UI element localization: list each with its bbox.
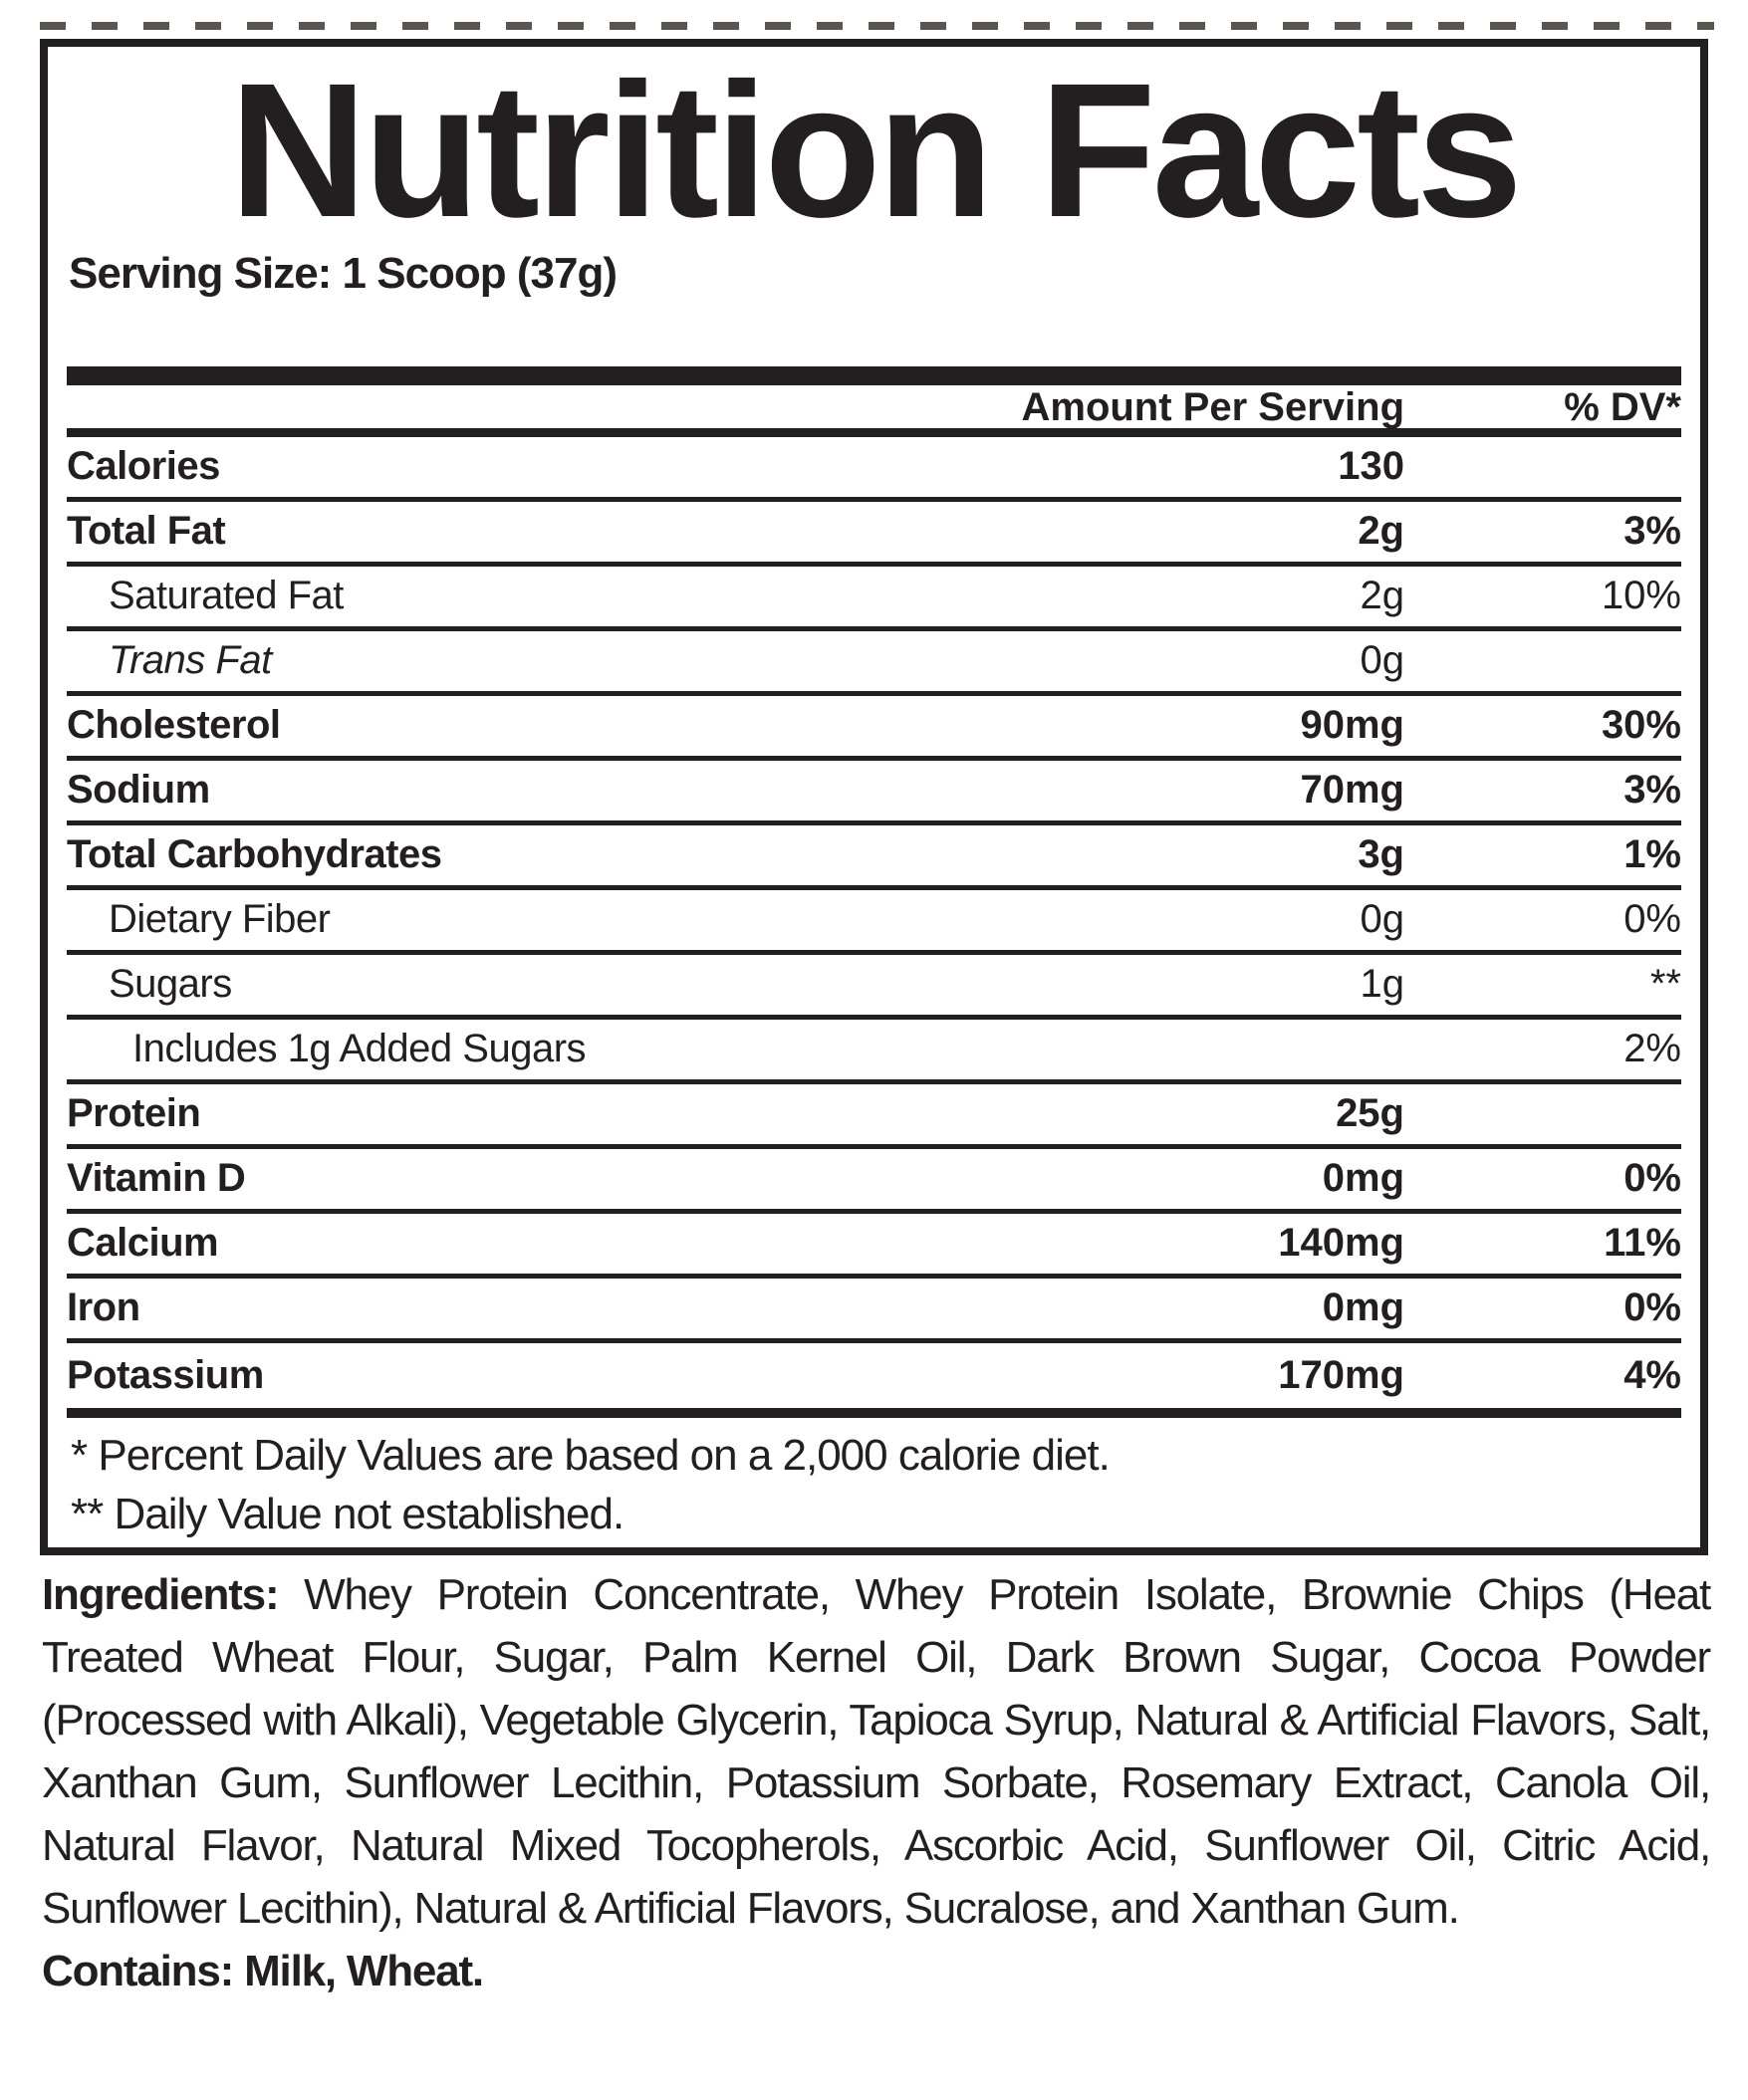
row-label: Calories	[67, 444, 220, 489]
row-dv: 11%	[1604, 1221, 1681, 1266]
amount-per-serving-header: Amount Per Serving	[1021, 384, 1404, 429]
ingredients-label: Ingredients:	[42, 1570, 279, 1620]
row-amount: 1g	[1360, 962, 1404, 1007]
row-label: Saturated Fat	[109, 574, 344, 618]
contains-statement: Contains: Milk, Wheat.	[42, 1947, 483, 1996]
row-dv: **	[1649, 962, 1681, 1007]
row-label: Trans Fat	[109, 638, 272, 683]
row-dv: 0%	[1623, 1156, 1681, 1201]
separator-bar-bottom	[67, 1408, 1681, 1418]
nutrient-rows	[67, 437, 1681, 1408]
row-amount: 70mg	[1300, 768, 1404, 813]
row-label: Vitamin D	[67, 1156, 246, 1201]
row-dv: 0%	[1623, 1285, 1681, 1330]
row-dv: 30%	[1601, 703, 1681, 748]
nutrient-row	[67, 825, 1681, 890]
row-amount: 2g	[1360, 574, 1404, 618]
row-dv: 3%	[1623, 509, 1681, 554]
row-label: Total Carbohydrates	[67, 832, 442, 877]
row-label: Dietary Fiber	[109, 897, 331, 942]
nutrient-row	[67, 1149, 1681, 1214]
nutrient-row	[67, 1020, 1681, 1084]
nutrient-row	[67, 1343, 1681, 1408]
row-label: Sugars	[109, 962, 232, 1007]
row-label: Includes 1g Added Sugars	[132, 1027, 587, 1071]
row-amount: 3g	[1358, 832, 1404, 877]
nutrient-row	[67, 696, 1681, 761]
row-amount: 0g	[1360, 638, 1404, 683]
row-amount: 0mg	[1322, 1285, 1404, 1330]
row-dv: 10%	[1601, 574, 1681, 618]
percent-dv-header: % DV*	[1564, 384, 1681, 429]
row-label: Potassium	[67, 1352, 264, 1397]
nutrient-row	[67, 1279, 1681, 1343]
row-dv: 4%	[1623, 1352, 1681, 1397]
table-header-row	[67, 385, 1681, 437]
row-label: Cholesterol	[67, 703, 281, 748]
row-label: Protein	[67, 1091, 201, 1136]
serving-size-text: Serving Size: 1 Scoop (37g)	[69, 248, 618, 298]
row-amount: 2g	[1358, 509, 1404, 554]
row-amount: 140mg	[1278, 1221, 1404, 1266]
torn-edge-artifact	[40, 22, 1714, 30]
footnote-dv-not-established: ** Daily Value not established.	[71, 1490, 624, 1539]
row-label: Calcium	[67, 1221, 219, 1266]
row-amount: 0mg	[1322, 1156, 1404, 1201]
ingredients-paragraph	[42, 1563, 1710, 1940]
row-amount: 90mg	[1300, 703, 1404, 748]
nutrient-row	[67, 761, 1681, 825]
ingredients-text: Whey Protein Concentrate, Whey Protein Isolate, Brownie Chips (Heat Treated Wheat Flour, Sugar, Palm Kernel Oil, Dark Brown Sugar, Cocoa Powder (Processed with Alkali), Vegetable Glycerin, Tapioca Syrup, Natural & Artificial Flavors, Salt, Xanthan Gum, Sunflower Lecithin, Potassium Sorbate, Rosemary Extract, Canola Oil, Natural Flavor, Natural Mixed Tocopherols, Ascorbic Acid, Sunflower Oil, Citric Acid, Sunflower Lecithin), Natural & Artificial Flavors, Sucralose, and Xanthan Gum.	[42, 1570, 1711, 1934]
nutrition-facts-panel	[40, 39, 1708, 1555]
nutrient-row	[67, 955, 1681, 1020]
row-amount: 130	[1338, 444, 1404, 489]
nutrient-row	[67, 890, 1681, 955]
footnote-daily-values: * Percent Daily Values are based on a 2,000 calorie diet.	[71, 1430, 1110, 1480]
nutrient-row	[67, 437, 1681, 502]
separator-bar-top	[67, 366, 1681, 385]
row-label: Sodium	[67, 768, 210, 813]
panel-title: Nutrition Facts	[229, 43, 1519, 257]
row-dv: 1%	[1623, 832, 1681, 877]
nutrient-row	[67, 1084, 1681, 1149]
row-amount: 25g	[1336, 1091, 1404, 1136]
row-amount: 170mg	[1278, 1352, 1404, 1397]
nutrient-row	[67, 631, 1681, 696]
row-amount: 0g	[1360, 897, 1404, 942]
row-dv: 2%	[1623, 1027, 1681, 1071]
row-label: Iron	[67, 1285, 140, 1330]
nutrient-row	[67, 567, 1681, 631]
row-dv: 0%	[1623, 897, 1681, 942]
nutrient-row	[67, 502, 1681, 567]
row-label: Total Fat	[67, 509, 226, 554]
nutrient-row	[67, 1214, 1681, 1279]
row-dv: 3%	[1623, 768, 1681, 813]
